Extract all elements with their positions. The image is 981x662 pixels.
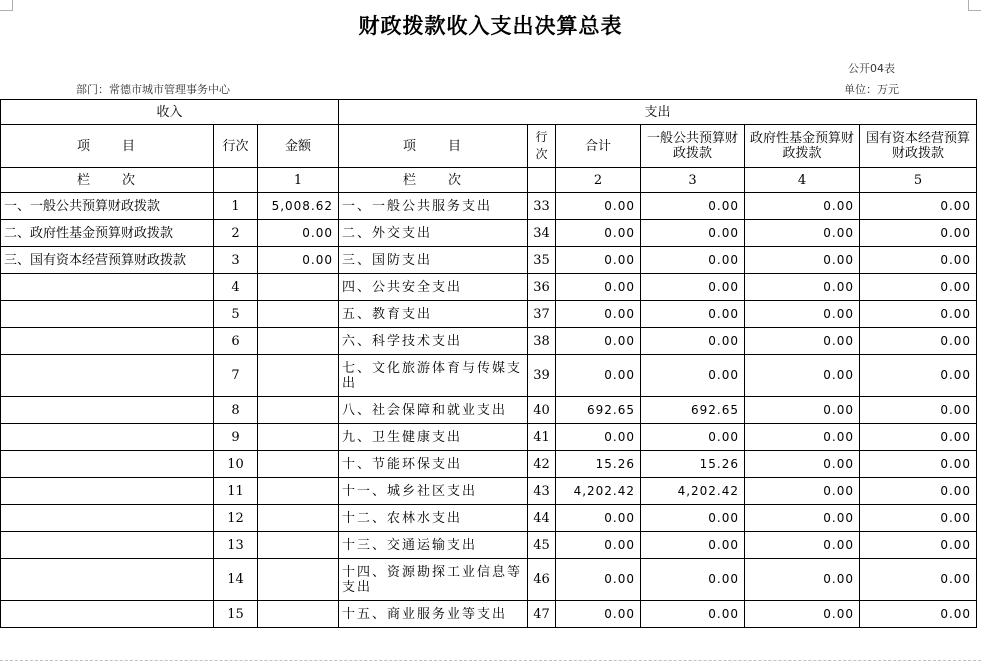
table-row: [1, 451, 977, 478]
gov-fund-amount: 0.00: [745, 397, 860, 424]
income-row-no: 12: [214, 505, 258, 532]
table-row: [1, 274, 977, 301]
expense-item: 二、外交支出: [339, 220, 528, 247]
state-capital-amount: 0.00: [860, 355, 977, 397]
expense-column-label: 栏 次: [339, 168, 528, 193]
income-amount: [258, 355, 339, 397]
expense-item: 十一、城乡社区支出: [339, 478, 528, 505]
expense-item: 十二、农林水支出: [339, 505, 528, 532]
table-row: [1, 397, 977, 424]
general-budget-amount: 0.00: [641, 424, 745, 451]
general-budget-amount: 0.00: [641, 247, 745, 274]
income-row-no: 8: [214, 397, 258, 424]
general-budget-amount: 15.26: [641, 451, 745, 478]
income-item: [1, 601, 214, 628]
income-amount: 0.00: [258, 220, 339, 247]
general-budget-amount: 0.00: [641, 193, 745, 220]
state-capital-amount: 0.00: [860, 220, 977, 247]
income-item-header: 项 目: [1, 125, 214, 168]
form-id: 公开04表: [848, 62, 895, 75]
income-amount: [258, 532, 339, 559]
table-row: [1, 601, 977, 628]
column-number-3: 3: [641, 168, 745, 193]
state-capital-amount: 0.00: [860, 424, 977, 451]
empty-cell: [214, 168, 258, 193]
gov-fund-amount: 0.00: [745, 220, 860, 247]
income-item: [1, 559, 214, 601]
general-budget-amount: 692.65: [641, 397, 745, 424]
state-capital-amount: 0.00: [860, 505, 977, 532]
total-amount: 0.00: [556, 193, 641, 220]
income-row-no: 11: [214, 478, 258, 505]
column-number-5: 5: [860, 168, 977, 193]
income-amount: [258, 505, 339, 532]
income-row-no: 9: [214, 424, 258, 451]
income-amount: [258, 424, 339, 451]
total-amount: 0.00: [556, 328, 641, 355]
expense-item: 三、国防支出: [339, 247, 528, 274]
gov-fund-amount: 0.00: [745, 247, 860, 274]
income-row-no: 1: [214, 193, 258, 220]
total-amount: 0.00: [556, 559, 641, 601]
expense-row-no: 34: [528, 220, 556, 247]
general-budget-amount: 0.00: [641, 274, 745, 301]
expense-row-no: 33: [528, 193, 556, 220]
total-amount: 0.00: [556, 424, 641, 451]
income-section-header: 收入: [1, 100, 339, 125]
state-capital-amount: 0.00: [860, 328, 977, 355]
general-budget-amount: 0.00: [641, 220, 745, 247]
income-item: [1, 355, 214, 397]
expense-row-no: 42: [528, 451, 556, 478]
gov-fund-amount: 0.00: [745, 424, 860, 451]
general-budget-header: 一般公共预算财政拨款: [641, 125, 745, 168]
state-capital-amount: 0.00: [860, 397, 977, 424]
general-budget-amount: 0.00: [641, 601, 745, 628]
header-row-columns: [1, 125, 977, 168]
expense-row-no: 40: [528, 397, 556, 424]
expense-item: 一、一般公共服务支出: [339, 193, 528, 220]
expense-item: 七、文化旅游体育与传媒支出: [339, 355, 528, 397]
income-item: 二、政府性基金预算财政拨款: [1, 220, 214, 247]
income-amount: [258, 601, 339, 628]
expense-item: 八、社会保障和就业支出: [339, 397, 528, 424]
total-amount: 0.00: [556, 247, 641, 274]
table-row: [1, 220, 977, 247]
income-row-no: 15: [214, 601, 258, 628]
expense-row-no: 39: [528, 355, 556, 397]
expense-item: 九、卫生健康支出: [339, 424, 528, 451]
income-row-no: 7: [214, 355, 258, 397]
total-amount: 15.26: [556, 451, 641, 478]
gov-fund-header: 政府性基金预算财政拨款: [745, 125, 860, 168]
gov-fund-amount: 0.00: [745, 328, 860, 355]
table-row: [1, 424, 977, 451]
income-item: [1, 328, 214, 355]
gov-fund-amount: 0.00: [745, 532, 860, 559]
state-capital-amount: 0.00: [860, 274, 977, 301]
state-capital-amount: 0.00: [860, 478, 977, 505]
gov-fund-amount: 0.00: [745, 559, 860, 601]
general-budget-amount: 0.00: [641, 328, 745, 355]
income-row-no: 13: [214, 532, 258, 559]
gov-fund-amount: 0.00: [745, 193, 860, 220]
expense-row-no: 36: [528, 274, 556, 301]
income-amount: [258, 478, 339, 505]
table-row: [1, 478, 977, 505]
state-capital-amount: 0.00: [860, 193, 977, 220]
gov-fund-amount: 0.00: [745, 478, 860, 505]
income-amount: [258, 451, 339, 478]
income-item: [1, 451, 214, 478]
income-amount: [258, 274, 339, 301]
income-item: 一、一般公共预算财政拨款: [1, 193, 214, 220]
expense-item: 五、教育支出: [339, 301, 528, 328]
income-item: [1, 274, 214, 301]
gov-fund-amount: 0.00: [745, 601, 860, 628]
expense-item-header: 项 目: [339, 125, 528, 168]
budget-summary-table: [0, 99, 977, 628]
table-row: [1, 328, 977, 355]
total-header: 合计: [556, 125, 641, 168]
income-row-no: 4: [214, 274, 258, 301]
expense-item: 十五、商业服务业等支出: [339, 601, 528, 628]
expense-row-no: 37: [528, 301, 556, 328]
income-item: [1, 532, 214, 559]
table-row: [1, 193, 977, 220]
general-budget-amount: 0.00: [641, 559, 745, 601]
total-amount: 0.00: [556, 220, 641, 247]
state-capital-amount: 0.00: [860, 451, 977, 478]
table-row: [1, 247, 977, 274]
gov-fund-amount: 0.00: [745, 301, 860, 328]
page-title: 财政拨款收入支出决算总表: [358, 14, 623, 38]
state-capital-amount: 0.00: [860, 247, 977, 274]
general-budget-amount: 0.00: [641, 301, 745, 328]
expense-item: 四、公共安全支出: [339, 274, 528, 301]
general-budget-amount: 0.00: [641, 532, 745, 559]
expense-row-no: 41: [528, 424, 556, 451]
expense-item: 十、节能环保支出: [339, 451, 528, 478]
header-row-sections: [1, 100, 977, 125]
income-row-no: 3: [214, 247, 258, 274]
table-row: [1, 532, 977, 559]
gov-fund-amount: 0.00: [745, 505, 860, 532]
total-amount: 0.00: [556, 274, 641, 301]
income-row-no: 5: [214, 301, 258, 328]
state-capital-amount: 0.00: [860, 532, 977, 559]
income-column-label: 栏 次: [1, 168, 214, 193]
income-row-no: 2: [214, 220, 258, 247]
income-row-no: 6: [214, 328, 258, 355]
income-amount: [258, 397, 339, 424]
income-row-no: 10: [214, 451, 258, 478]
total-amount: 4,202.42: [556, 478, 641, 505]
total-amount: 0.00: [556, 301, 641, 328]
gov-fund-amount: 0.00: [745, 451, 860, 478]
table-row: [1, 559, 977, 601]
expense-row-no: 47: [528, 601, 556, 628]
expense-row-no: 35: [528, 247, 556, 274]
income-amount: 0.00: [258, 247, 339, 274]
total-amount: 0.00: [556, 601, 641, 628]
total-amount: 0.00: [556, 532, 641, 559]
income-amount: 5,008.62: [258, 193, 339, 220]
column-number-1: 1: [258, 168, 339, 193]
income-item: 三、国有资本经营预算财政拨款: [1, 247, 214, 274]
income-item: [1, 397, 214, 424]
income-item: [1, 301, 214, 328]
income-item: [1, 424, 214, 451]
empty-cell: [528, 168, 556, 193]
general-budget-amount: 0.00: [641, 355, 745, 397]
expense-item: 六、科学技术支出: [339, 328, 528, 355]
expense-item: 十四、资源勘探工业信息等支出: [339, 559, 528, 601]
income-item: [1, 505, 214, 532]
total-amount: 0.00: [556, 505, 641, 532]
income-amount: [258, 301, 339, 328]
general-budget-amount: 0.00: [641, 505, 745, 532]
header-row-column-numbers: [1, 168, 977, 193]
state-capital-amount: 0.00: [860, 301, 977, 328]
expense-row-no: 38: [528, 328, 556, 355]
page-bottom-divider: [0, 660, 981, 661]
gov-fund-amount: 0.00: [745, 355, 860, 397]
table-row: [1, 301, 977, 328]
expense-item: 十三、交通运输支出: [339, 532, 528, 559]
expense-row-no: 43: [528, 478, 556, 505]
income-row-no: 14: [214, 559, 258, 601]
table-row: [1, 505, 977, 532]
expense-row-no-header: 行次: [528, 125, 556, 168]
state-capital-header: 国有资本经营预算财政拨款: [860, 125, 977, 168]
income-item: [1, 478, 214, 505]
income-amount: [258, 559, 339, 601]
state-capital-amount: 0.00: [860, 559, 977, 601]
income-amount: [258, 328, 339, 355]
expense-row-no: 44: [528, 505, 556, 532]
income-amount-header: 金额: [258, 125, 339, 168]
table-row: [1, 355, 977, 397]
total-amount: 0.00: [556, 355, 641, 397]
department-label: 部门：常德市城市管理事务中心: [76, 83, 230, 96]
total-amount: 692.65: [556, 397, 641, 424]
expense-section-header: 支出: [339, 100, 977, 125]
expense-row-no: 46: [528, 559, 556, 601]
column-number-2: 2: [556, 168, 641, 193]
gov-fund-amount: 0.00: [745, 274, 860, 301]
general-budget-amount: 4,202.42: [641, 478, 745, 505]
state-capital-amount: 0.00: [860, 601, 977, 628]
expense-row-no: 45: [528, 532, 556, 559]
income-row-no-header: 行次: [214, 125, 258, 168]
column-number-4: 4: [745, 168, 860, 193]
unit-label: 单位：万元: [844, 83, 899, 96]
